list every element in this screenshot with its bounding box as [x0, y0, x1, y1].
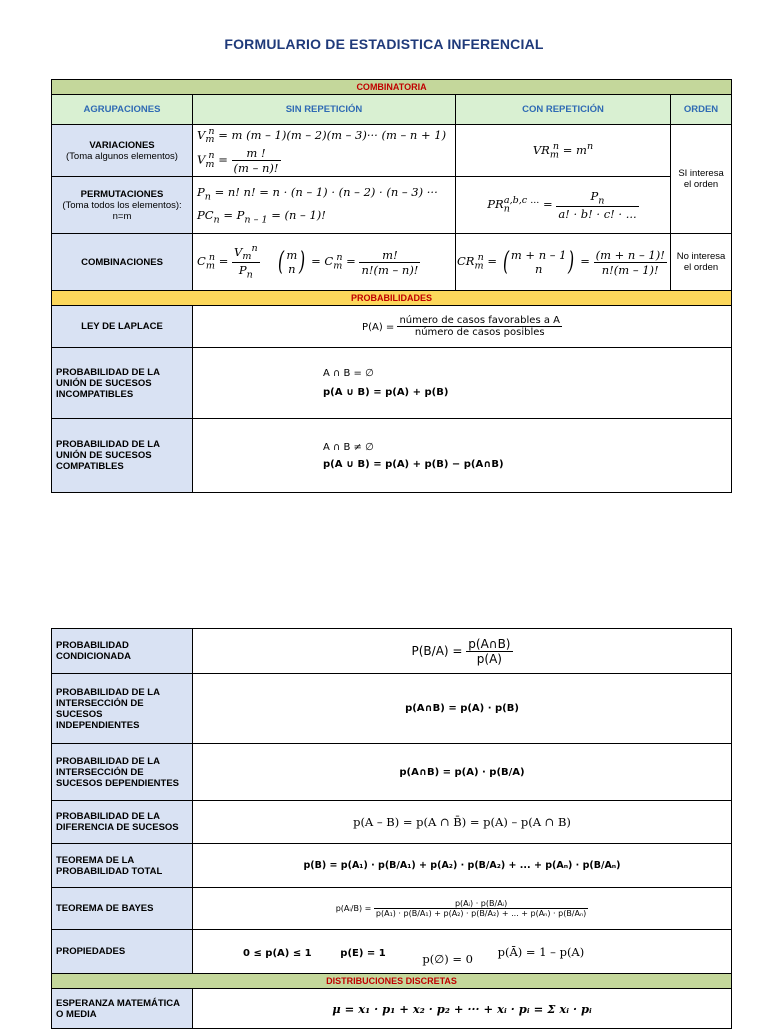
formula-variaciones-rep: $VR_m^n = m^n$ — [456, 125, 671, 177]
formula-bayes: p(Aᵢ/B) = $\frac{\text{p(Aᵢ) · p(B/Aᵢ)}}{\text{p(A₁) · p(B/A₁) + p(A₂) · p(B/A₂) + ... + p(Aₙ) · p(B/Aₙ)}}$ — [193, 888, 732, 930]
section-probabilidades: PROBABILIDADES — [52, 291, 732, 306]
row-label-incompatibles: PROBABILIDAD DE LA UNIÓN DE SUCESOS INCOMPATIBLES — [52, 348, 193, 419]
row-label-dependientes: PROBABILIDAD DE LA INTERSECCIÓN DE SUCESOS DEPENDIENTES — [52, 744, 193, 801]
row-label-variaciones — [52, 125, 193, 177]
row-label-independientes: PROBABILIDAD DE LA INTERSECCIÓN DE SUCESOS INDEPENDIENTES — [52, 674, 193, 744]
formula-independientes: p(A∩B) = p(A) · p(B) — [193, 674, 732, 744]
row-label-diferencia: PROBABILIDAD DE LA DIFERENCIA DE SUCESOS — [52, 801, 193, 844]
row-label-esperanza: ESPERANZA MATEMÁTICA O MEDIA — [52, 989, 193, 1029]
formula-dependientes: p(A∩B) = p(A) · p(B/A) — [193, 744, 732, 801]
incompatibles-line2: p(A ∪ B) = p(A) + p(B) — [323, 387, 449, 398]
probabilidades-table — [51, 628, 732, 1029]
formula-compatibles — [193, 419, 732, 493]
orden-si: SI interesa el orden — [671, 125, 732, 234]
document-title: FORMULARIO DE ESTADISTICA INFERENCIAL — [224, 36, 544, 52]
formula-condicionada: P(B/A) = $\frac{p(A\cap B)}{p(A)}$ — [193, 629, 732, 674]
formula-variaciones — [193, 125, 456, 177]
formula-combinaciones: $C_m^n$ = $\frac{V_m^n}{P_n}$ ( m n ) = $C_m^n$ = $\frac{m!}{n!(m - n)!}$ — [193, 234, 456, 291]
section-combinatoria: COMBINATORIA — [52, 80, 732, 95]
formula-esperanza: μ = x₁ · p₁ + x₂ · p₂ + ··· + xᵢ · pᵢ = Σ xᵢ · pᵢ — [193, 989, 732, 1029]
row-label-compatibles: PROBABILIDAD DE LA UNIÓN DE SUCESOS COMPATIBLES — [52, 419, 193, 493]
row-label-total: TEOREMA DE LA PROBABILIDAD TOTAL — [52, 844, 193, 888]
row-label-propiedades: PROPIEDADES — [52, 930, 193, 974]
row-label-condicionada: PROBABILIDAD CONDICIONADA — [52, 629, 193, 674]
compatibles-line1: A ∩ B ≠ ∅ — [323, 441, 374, 453]
formula-permutaciones — [193, 177, 456, 234]
header-sin-repeticion: SIN REPETICIÓN — [193, 95, 456, 125]
propiedad-d: p(Ā) = 1 – p(A) — [497, 944, 585, 959]
row-label-laplace: LEY DE LAPLACE — [52, 306, 193, 348]
row-label-bayes: TEOREMA DE BAYES — [52, 888, 193, 930]
formula-variaciones-2: $V_m^n$ = $\frac{m !}{(m - n)!}$ — [197, 145, 279, 175]
incompatibles-line1: A ∩ B = ∅ — [323, 368, 374, 379]
propiedad-a: 0 ≤ p(A) ≤ 1 — [243, 947, 312, 959]
variaciones-label: VARIACIONES — [89, 139, 155, 151]
header-con-repeticion: CON REPETICIÓN — [456, 95, 671, 125]
formula-perm-2: $PC_n = P_{n - 1} = (n - 1)$! — [197, 208, 326, 226]
propiedad-b: p(E) = 1 — [340, 947, 386, 959]
header-agrupaciones: AGRUPACIONES — [52, 95, 193, 125]
formula-total: p(B) = p(A₁) · p(B/A₁) + p(A₂) · p(B/A₂) + ... + p(Aₙ) · p(B/Aₙ) — [193, 844, 732, 888]
formula-diferencia: p(A – B) = p(A ∩ B̄) = p(A) – p(A ∩ B) — [193, 801, 732, 844]
formula-combinaciones-rep: $CR_m^n$ = ( m + n – 1 n ) = $\frac{(m + n - 1)!}{n!(m - 1)!}$ — [456, 234, 671, 291]
formula-variaciones-1: $V_m^n = m$ (m – 1)(m – 2)(m – 3)··· (m – n + 1) — [197, 126, 447, 146]
orden-no: No interesa el orden — [671, 234, 732, 291]
section-distribuciones: DISTRIBUCIONES DISCRETAS — [52, 974, 732, 989]
compatibles-line2: p(A ∪ B) = p(A) + p(B) − p(A∩B) — [323, 458, 504, 470]
variaciones-sub: (Toma algunos elementos) — [66, 150, 178, 162]
row-label-permutaciones — [52, 177, 193, 234]
header-orden: ORDEN — [671, 95, 732, 125]
row-label-combinaciones: COMBINACIONES — [52, 234, 193, 291]
combinatoria-table — [51, 79, 732, 493]
formula-perm-1: $P_n = n$! n! = n · (n – 1) · (n – 2) · (n – 3) ··· — [197, 184, 438, 202]
formula-permutaciones-rep: $PR_n^{a,b,c ...}$ = $\frac{P_n}{a! \cdot b! \cdot c! \cdot ...}$ — [456, 177, 671, 234]
formula-incompatibles — [193, 348, 732, 419]
formula-propiedades — [193, 930, 732, 974]
permutaciones-label: PERMUTACIONES — [80, 188, 164, 200]
permutaciones-sub: (Toma todos los elementos): n=m — [62, 199, 182, 222]
formula-laplace: P(A) = $\frac{\text{número de casos favorables a A}}{\text{número de casos posibles}}$ — [193, 306, 732, 348]
propiedad-c: p(∅) = 0 — [422, 951, 473, 966]
